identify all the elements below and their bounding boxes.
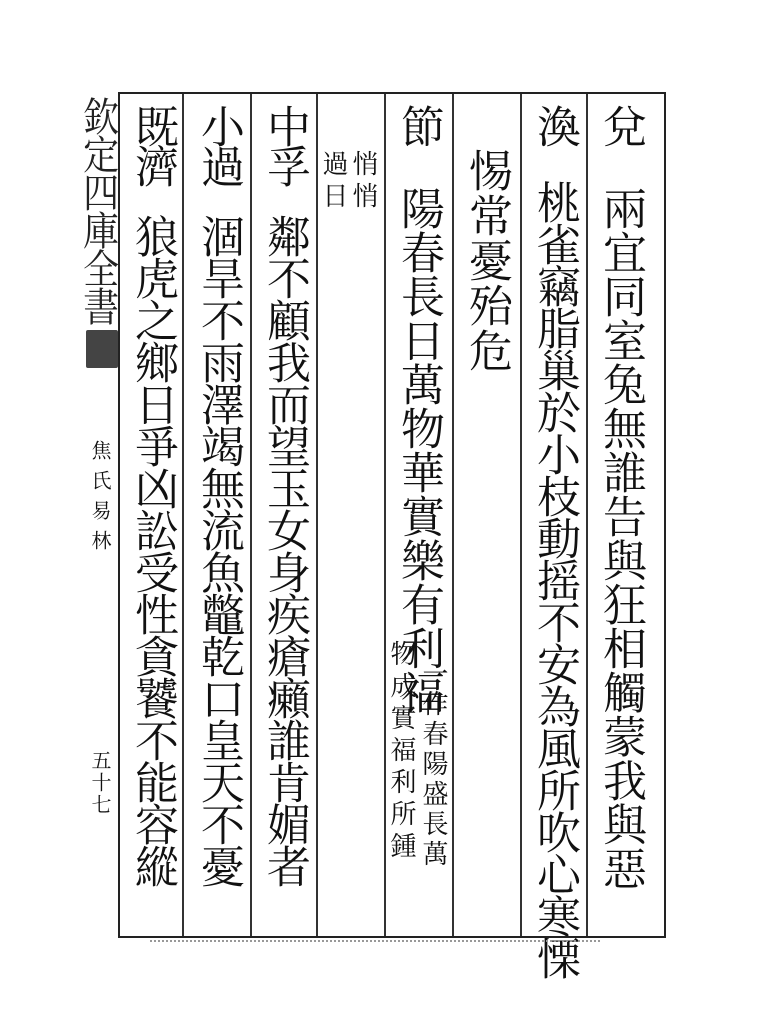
variant-note: 物成實福利所鍾	[386, 640, 416, 864]
verse-text: 鄰不顧我而望玉女身疾瘡癩誰肯媚者	[259, 214, 310, 886]
collection-title: 欽定四庫全書	[77, 96, 119, 324]
hexagram-heading: 小過	[193, 104, 244, 184]
column-rule	[316, 94, 318, 936]
page-number: 五十七	[88, 750, 112, 816]
verse-text: 陽春長日萬物華實樂有利福	[393, 186, 444, 714]
verse-text: 涸旱不雨澤竭無流魚鼈乾口皇天不憂	[193, 214, 244, 886]
edge-title-block	[76, 92, 118, 332]
annotation: 悄悄	[348, 150, 378, 214]
column-rule	[452, 94, 454, 936]
book-title: 焦氏易林	[88, 440, 112, 560]
column-rule	[250, 94, 252, 936]
bottom-border-speckle	[150, 936, 600, 942]
annotation: 過日	[318, 150, 348, 214]
verse-text: 桃雀竊脂巢於小枝動摇不安為風所吹心寒慄	[529, 180, 580, 978]
hexagram-heading: 兌	[595, 104, 646, 149]
column-rule	[182, 94, 184, 936]
verse-text: 兩宜同室兔無誰告與狂相觸蒙我與惡	[595, 186, 646, 890]
hexagram-heading: 中孚	[259, 104, 310, 184]
variant-note: 一作春陽盛長萬	[418, 660, 448, 870]
verse-text: 狼虎之鄉日爭凶訟受性貪饕不能容縱	[127, 214, 178, 886]
hexagram-heading: 渙	[529, 104, 580, 149]
column-rule	[520, 94, 522, 936]
hexagram-heading: 節	[393, 104, 444, 149]
edge-black-mark	[86, 330, 118, 368]
hexagram-heading: 既濟	[127, 104, 178, 184]
column-rule	[586, 94, 588, 936]
verse-text-continued: 惕常憂殆危	[461, 148, 512, 373]
